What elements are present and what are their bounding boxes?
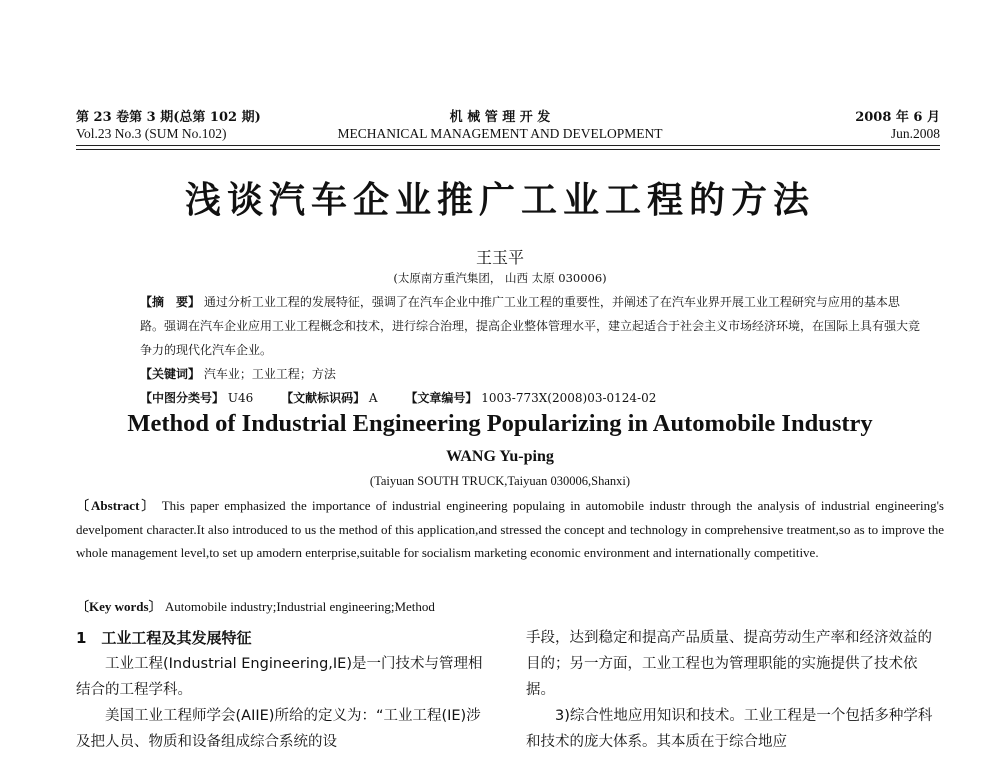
keywords-cn-label: 【关键词】 xyxy=(140,367,201,381)
header-journal-issue-en: Vol.23 No.3 (SUM No.102) xyxy=(76,126,227,141)
body-paragraph: 手段，达到稳定和提高产品质量、提高劳动生产率和经济效益的目的；另一方面，工业工程也为管理职能的实施提供了技术依据。 xyxy=(526,630,932,698)
author-en: WANG Yu-ping xyxy=(446,448,554,465)
abstract-en-text: This paper emphasized the importance of industrial engineering populaing in automobile industr through the analysis of industrial engineering's develpoment character.It also introduced to us the method of this application,and stressed the concept and technology in comprehensive treatment,so as to improve the whole management level,to set up amodern enterprise,suitable for socialism marketing economic environment and internationally competitive. xyxy=(76,498,944,560)
clc-value: U46 xyxy=(227,391,254,405)
body-column-right xyxy=(526,625,944,755)
affiliation-en: (Taiyuan SOUTH TRUCK,Taiyuan 030006,Shanxi) xyxy=(369,474,631,488)
header-rule-thin xyxy=(76,149,940,150)
abstract-cn xyxy=(140,290,920,410)
doc-code-label: 【文献标识码】 xyxy=(281,391,366,405)
doc-code-value: A xyxy=(368,391,378,405)
header-date-en: Jun.2008 xyxy=(890,126,940,141)
header-journal-issue-cn: 第 23 卷第 3 期(总第 102 期) xyxy=(76,110,261,125)
abstract-cn-label: 【摘 要】 xyxy=(140,295,201,309)
article-number-value: 1003-773X(2008)03-0124-02 xyxy=(481,391,657,405)
keywords-en-label: 〔Key words〕 xyxy=(76,599,162,614)
keywords-cn-text: 汽车业；工业工程；方法 xyxy=(203,367,336,381)
abstract-en-label: 〔Abstract〕 xyxy=(76,498,157,513)
affiliation-cn: (太原南方重汽集团， 山西 太原 030006) xyxy=(393,271,607,285)
header-journal-name-cn: 机 械 管 理 开 发 xyxy=(449,110,551,125)
body-column-left xyxy=(76,625,494,755)
header-journal-name-en: MECHANICAL MANAGEMENT AND DEVELOPMENT xyxy=(337,126,663,141)
body-paragraph: 工业工程(Industrial Engineering,IE)是一门技术与管理相结合的工程学科。 xyxy=(76,656,483,698)
clc-label: 【中图分类号】 xyxy=(140,391,225,405)
keywords-cn xyxy=(140,362,920,386)
abstract-cn-text: 通过分析工业工程的发展特征，强调了在汽车企业中推广工业工程的重要性，并阐述了在汽车业界开展工业工程研究与应用的基本思路。强调在汽车企业应用工业工程概念和技术，进行综合治理，提高企业整体管理水平，建立起适合于社会主义市场经济环境，在国际上具有强大竞争力的现代化汽车企业。 xyxy=(140,295,921,357)
classification-line xyxy=(140,386,920,410)
author-cn: 王玉平 xyxy=(475,248,524,267)
abstract-en xyxy=(76,494,944,565)
header-rule-thick xyxy=(76,145,940,146)
keywords-en-text: Automobile industry;Industrial engineering;Method xyxy=(164,599,435,614)
header-date-cn: 2008 年 6 月 xyxy=(855,110,940,125)
article-number-label: 【文章编号】 xyxy=(405,391,478,405)
section-heading: 1 工业工程及其发展特征 xyxy=(76,629,252,647)
keywords-en xyxy=(76,596,435,615)
body-paragraph: 3)综合性地应用知识和技术。工业工程是一个包括多种学科和技术的庞大体系。其本质在于综合地应 xyxy=(526,708,933,750)
title-en: Method of Industrial Engineering Popularizing in Automobile Industry xyxy=(127,410,873,437)
body-paragraph: 美国工业工程师学会(AIIE)所给的定义为：“工业工程(IE)涉及把人员、物质和设备组成综合系统的设 xyxy=(76,708,481,750)
title-cn: 浅谈汽车企业推广工业工程的方法 xyxy=(184,179,815,221)
